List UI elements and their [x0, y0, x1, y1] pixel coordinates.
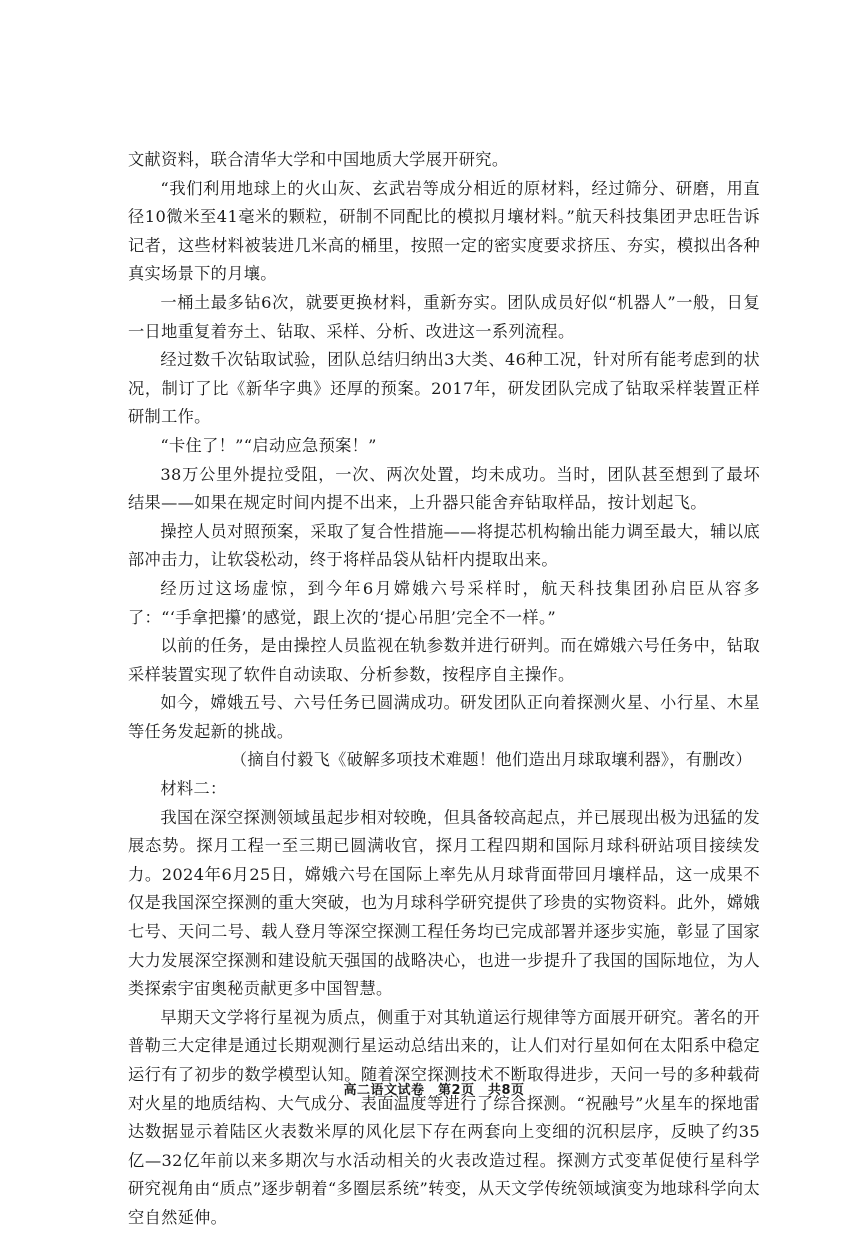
- article-body: [128, 146, 760, 1233]
- paragraph: 文献资料，联合清华大学和中国地质大学展开研究。: [128, 150, 509, 169]
- paragraph: 一桶土最多钻6次，就要更换材料，重新夯实。团队成员好似“机器人”一般，日复一日地重复着夯土、钻取、采样、分析、改进这一系列流程。: [128, 292, 760, 341]
- paragraph: 操控人员对照预案，采取了复合性措施——将提芯机构输出能力调至最大，辅以底部冲击力，让软袋松动，终于将样品袋从钻杆内提取出来。: [128, 521, 760, 570]
- paragraph: “卡住了！”“启动应急预案！”: [160, 435, 377, 455]
- paragraph: 经过数千次钻取试验，团队总结归纳出3大类、46种工况，针对所有能考虑到的状况，制订了比《新华字典》还厚的预案。2017年，研发团队完成了钻取采样装置正样研制工作。: [128, 350, 760, 427]
- source-citation: （摘自付毅飞《破解多项技术难题！他们造出月球取壤利器》，有删改）: [230, 750, 752, 770]
- paragraph: 38万公里外提拉受阻，一次、两次处置，均未成功。当时，团队甚至想到了最坏结果——如果在规定时间内提不出来，上升器只能舍弃钻取样品，按计划起飞。: [128, 464, 760, 513]
- paragraph: 如今，嫦娥五号、六号任务已圆满成功。研发团队正向着探测火星、小行星、木星等任务发起新的挑战。: [128, 693, 760, 741]
- paragraph: 早期天文学将行星视为质点，侧重于对其轨道运行规律等方面展开研究。著名的开普勒三大定律是通过长期观测行星运动总结出来的，让人们对行星如何在太阳系中稳定运行有了初步的数学模型认知。随着深空探测技术不断取得进步，天问一号的多种载荷对火星的地质结构、大气成分、表面温度等进行了综合探测。“祝融号”火星车的探地雷达数据显示着陆区火表数米厚的风化层下存在两套向上变细的沉积层序，反映了约35亿—32亿年前以来多期次与水活动相关的火表改造过程。探测方式变革促使行星科学研究视角由“质点”逐步朝着“多圈层系统”转变，从天文学传统领域演变为地球科学向太空自然延伸。: [128, 1007, 760, 1227]
- material-heading: 材料二：: [160, 779, 227, 799]
- paragraph: “我们利用地球上的火山灰、玄武岩等成分相近的原材料，经过筛分、研磨，用直径10微米至41毫米的颗粒，研制不同配比的模拟月壤材料。”航天科技集团尹忠旺告诉记者，这些材料被装进几米高的桶里，按照一定的密实度要求挤压、夯实，模拟出各种真实场景下的月壤。: [128, 178, 760, 284]
- paragraph: 以前的任务，是由操控人员监视在轨参数并进行研判。而在嫦娥六号任务中，钻取采样装置实现了软件自动读取、分析参数，按程序自主操作。: [128, 636, 760, 684]
- page-footer: 高二语文试卷 第2页 共8页: [343, 1083, 525, 1098]
- paragraph: 我国在深空探测领域虽起步相对较晚，但具备较高起点，并已展现出极为迅猛的发展态势。探月工程一至三期已圆满收官，探月工程四期和国际月球科研站项目接续发力。2024年6月25日，嫦娥六号在国际上率先从月球背面带回月壤样品，这一成果不仅是我国深空探测的重大突破，也为月球科学研究提供了珍贵的实物资料。此外，嫦娥七号、天问二号、载人登月等深空探测工程任务均已完成部署并逐步实施，彰显了国家大力发展深空探测和建设航天强国的战略决心，也进一步提升了我国的国际地位，为人类探索宇宙奥秘贡献更多中国智慧。: [128, 807, 760, 999]
- paragraph: 经历过这场虚惊，到今年6月嫦娥六号采样时，航天科技集团孙启臣从容多了：“‘手拿把攥’的感觉，跟上次的‘提心吊胆’完全不一样。”: [128, 578, 760, 627]
